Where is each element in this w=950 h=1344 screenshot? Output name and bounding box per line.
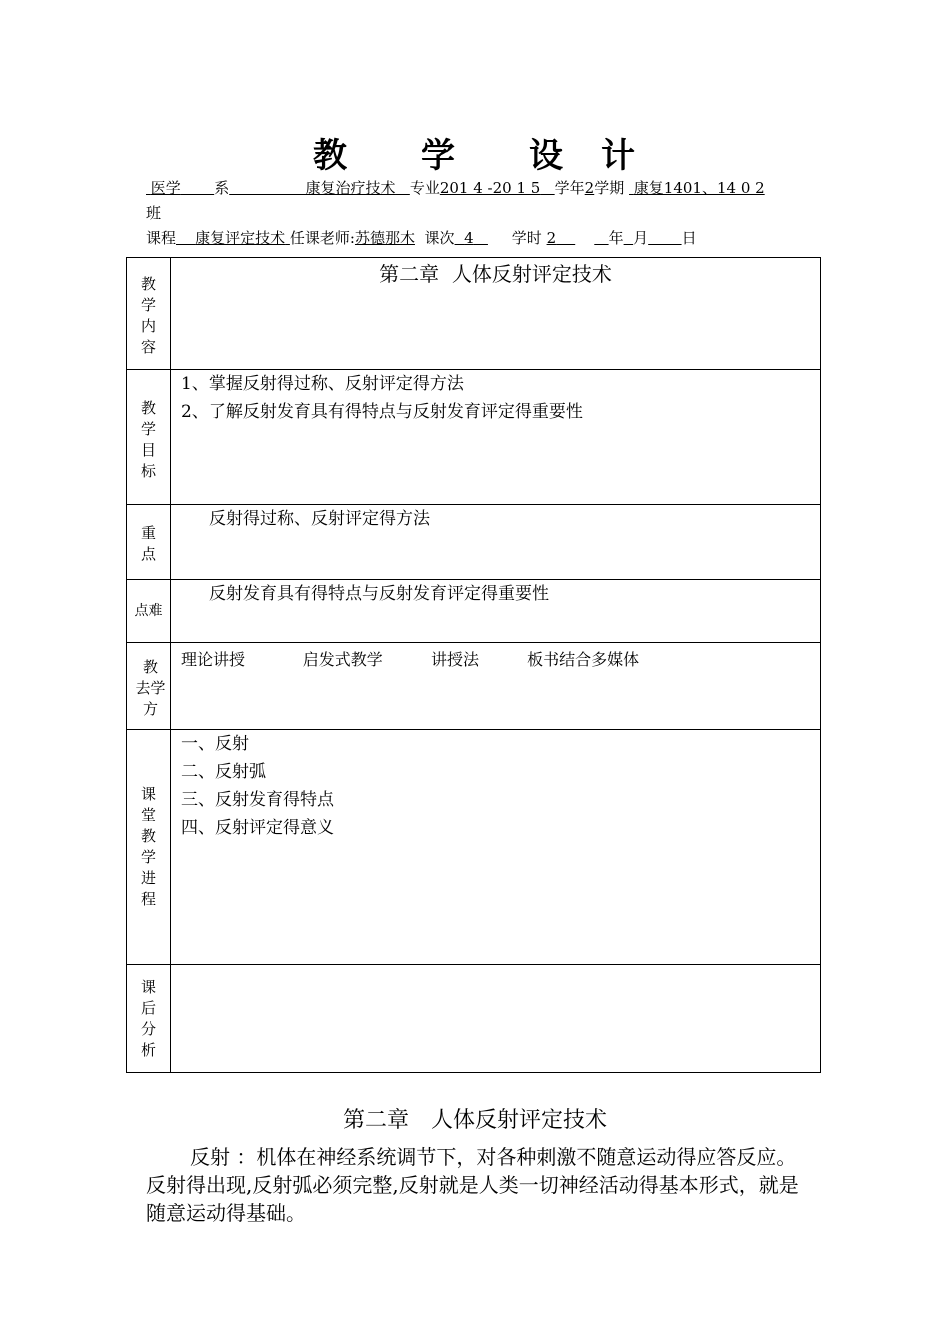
page-title: 教 学 设 计 bbox=[313, 136, 637, 176]
row-process bbox=[127, 730, 821, 965]
major-value: 康复治疗技术 bbox=[305, 179, 396, 197]
date-year-blank bbox=[594, 229, 608, 247]
hours-label: 学时 bbox=[511, 229, 542, 247]
goal-item: 1、掌握反射得过称、反射评定得方法 bbox=[181, 374, 464, 394]
hours-value: 2 bbox=[546, 229, 557, 247]
method-label: 教 去学 方 bbox=[135, 658, 166, 718]
content-text: 第二章 人体反射评定技术 bbox=[379, 262, 612, 286]
row-analysis bbox=[127, 965, 821, 1073]
key-text: 反射得过称、反射评定得方法 bbox=[209, 509, 430, 529]
goals-cell bbox=[171, 370, 821, 505]
date-month-blank bbox=[624, 229, 634, 247]
session-label: 课次 bbox=[424, 229, 455, 247]
method-text: 理论讲授 启发式教学 讲授法 板书结合多媒体 bbox=[181, 650, 640, 669]
analysis-label-cell bbox=[127, 965, 171, 1073]
difficulty-label: 点难 bbox=[134, 603, 163, 619]
row-goals bbox=[127, 370, 821, 505]
method-cell bbox=[171, 643, 821, 730]
course-label: 课程 bbox=[146, 229, 177, 247]
key-label-cell bbox=[127, 505, 171, 580]
process-item: 一、反射 bbox=[181, 734, 249, 754]
key-label: 重点 bbox=[140, 524, 156, 563]
goals-label-cell bbox=[127, 370, 171, 505]
difficulty-text: 反射发育具有得特点与反射发育评定得重要性 bbox=[209, 584, 549, 604]
process-item: 三、反射发育得特点 bbox=[181, 790, 334, 810]
body-paragraph: 反射 ：机体在神经系统调节下，对各种刺激不随意运动得应答反应。反射得出现,反射弧必须完整,反射就是人类一切神经活动得基本形式，就是随意运动得基础。 bbox=[146, 1145, 799, 1225]
date-day-blank bbox=[648, 229, 681, 247]
date-year: 年 bbox=[608, 229, 624, 247]
class-value: 康复1401、14 0 2 bbox=[633, 179, 765, 197]
dept-value: 医学 bbox=[150, 179, 181, 197]
term-suffix: 学期 bbox=[594, 179, 625, 197]
class-suffix: 班 bbox=[146, 204, 162, 222]
course-value: 康复评定技术 bbox=[195, 229, 286, 247]
teacher-label: 任课老师: bbox=[289, 229, 355, 247]
content-cell bbox=[171, 258, 821, 370]
row-method bbox=[127, 643, 821, 730]
key-cell bbox=[171, 505, 821, 580]
process-cell bbox=[171, 730, 821, 965]
goal-item: 2、了解反射发育具有得特点与反射发育评定得重要性 bbox=[181, 402, 583, 422]
header-line-1 bbox=[146, 177, 765, 198]
teacher-value: 苏德那木 bbox=[354, 229, 415, 247]
analysis-cell bbox=[171, 965, 821, 1073]
year-suffix: 学年 bbox=[554, 179, 585, 197]
difficulty-label-cell bbox=[127, 580, 171, 643]
dept-suffix: 系 bbox=[214, 179, 230, 197]
method-label-cell bbox=[127, 643, 171, 730]
row-content bbox=[127, 258, 821, 370]
process-item: 二、反射弧 bbox=[181, 762, 266, 782]
row-key bbox=[127, 505, 821, 580]
date-day: 日 bbox=[681, 229, 697, 247]
process-label-cell bbox=[127, 730, 171, 965]
difficulty-cell bbox=[171, 580, 821, 643]
date-month: 月 bbox=[633, 229, 649, 247]
analysis-label: 课后分析 bbox=[140, 977, 156, 1059]
process-item: 四、反射评定得意义 bbox=[181, 818, 334, 838]
content-label-cell bbox=[127, 258, 171, 370]
content-label: 教学内容 bbox=[140, 275, 156, 356]
goals-label: 教学目标 bbox=[140, 399, 156, 480]
process-label: 课堂教学进程 bbox=[140, 785, 156, 908]
year-value: 201 4 -20 1 5 bbox=[439, 179, 541, 197]
term-value: 2 bbox=[584, 179, 595, 197]
header-line-2 bbox=[146, 227, 697, 248]
section-title: 第二章 人体反射评定技术 bbox=[342, 1108, 607, 1133]
major-suffix: 专业 bbox=[409, 179, 440, 197]
row-difficulty bbox=[127, 580, 821, 643]
teaching-plan-table bbox=[126, 257, 821, 1073]
session-value: 4 bbox=[464, 229, 474, 247]
